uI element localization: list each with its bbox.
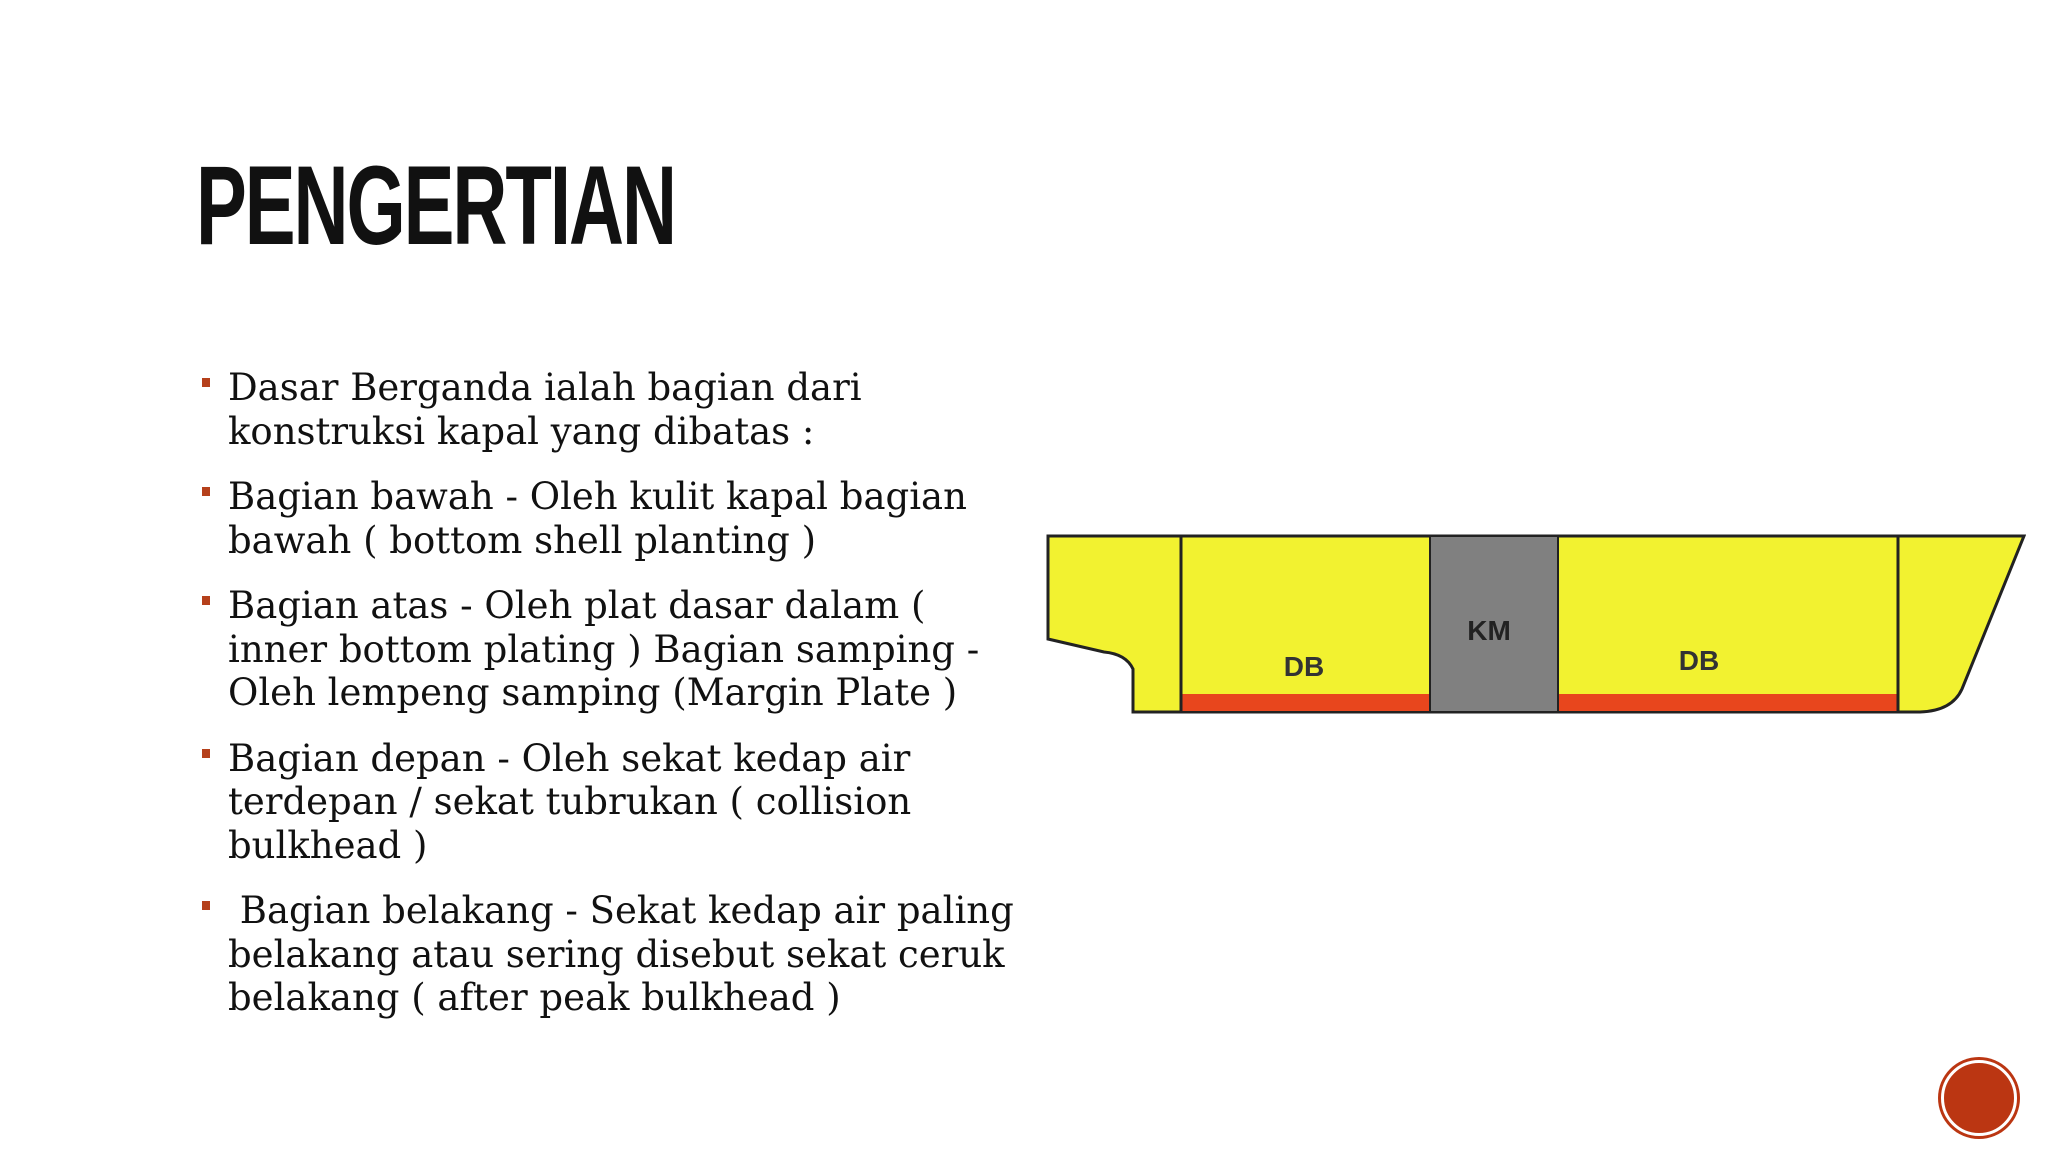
bullet-text: Bagian belakang - Sekat kedap air paling belakang atau sering disebut sekat ceruk belakang ( after peak bulkhead ) bbox=[228, 889, 1026, 1019]
bullet-item bbox=[196, 366, 1016, 453]
inner-bottom-plate-left bbox=[1181, 694, 1430, 711]
slide-number-badge bbox=[1941, 1060, 2017, 1136]
bullet-marker-icon bbox=[202, 487, 210, 496]
bullet-item bbox=[196, 737, 1016, 868]
bullet-text: Dasar Berganda ialah bagian dari konstruksi kapal yang dibatas : bbox=[228, 366, 862, 453]
bullet-marker-icon bbox=[202, 596, 210, 605]
bullet-marker-icon bbox=[202, 749, 210, 758]
bullet-text: Bagian bawah - Oleh kulit kapal bagian bawah ( bottom shell planting ) bbox=[228, 475, 967, 562]
label-db-left: DB bbox=[1283, 651, 1325, 682]
double-bottom-diagram bbox=[1046, 534, 2026, 720]
bullet-text: Bagian depan - Oleh sekat kedap air terdepan / sekat tubrukan ( collision bulkhead ) bbox=[228, 736, 912, 867]
slide-title: PENGERTIAN bbox=[196, 143, 675, 268]
label-db-right: DB bbox=[1678, 645, 1720, 676]
bullet-marker-icon bbox=[202, 378, 210, 387]
bullet-item bbox=[196, 584, 1016, 715]
bullet-list bbox=[196, 366, 1026, 1042]
inner-bottom-plate-right bbox=[1558, 694, 1898, 711]
bullet-item bbox=[196, 889, 1026, 1020]
bullet-marker-icon bbox=[202, 901, 210, 910]
label-km: KM bbox=[1467, 615, 1511, 646]
bullet-item bbox=[196, 475, 1016, 562]
bullet-text: Bagian atas - Oleh plat dasar dalam ( inner bottom plating ) Bagian samping - Oleh lempeng samping (Margin Plate ) bbox=[228, 584, 980, 714]
